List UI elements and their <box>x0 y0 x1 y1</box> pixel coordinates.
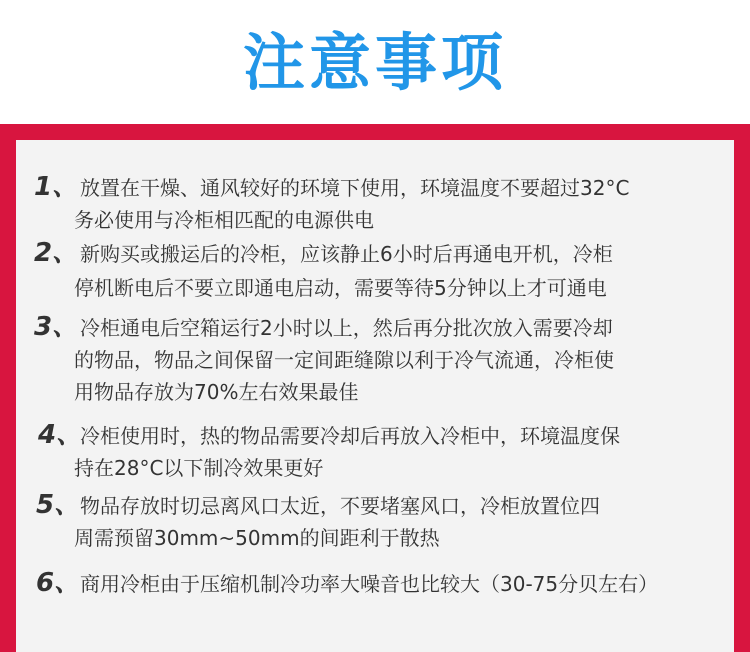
note-number: 4、 <box>38 420 83 450</box>
notes-panel <box>16 140 734 652</box>
note-line: 商用冷柜由于压缩机制冷功率大噪音也比较大（30-75分贝左右） <box>80 572 659 596</box>
note-line: 物品存放时切忌离风口太近，不要堵塞风口，冷柜放置位四 <box>80 494 600 518</box>
note-line: 用物品存放为70%左右效果最佳 <box>74 380 359 404</box>
note-line: 新购买或搬运后的冷柜，应该静止6小时后再通电开机，冷柜 <box>80 242 613 266</box>
note-line: 停机断电后不要立即通电启动，需要等待5分钟以上才可通电 <box>74 276 607 300</box>
note-line: 周需预留30mm~50mm的间距利于散热 <box>74 526 440 550</box>
note-line: 冷柜使用时，热的物品需要冷却后再放入冷柜中，环境温度保 <box>80 424 620 448</box>
note-number: 6、 <box>36 568 81 598</box>
page-title: 注意事项 <box>242 26 507 99</box>
note-number: 1、 <box>34 172 79 202</box>
note-line: 放置在干燥、通风较好的环境下使用，环境温度不要超过32°C <box>80 176 630 200</box>
note-number: 3、 <box>34 312 79 342</box>
note-number: 5、 <box>36 490 81 520</box>
note-number: 2、 <box>34 238 79 268</box>
note-line: 务必使用与冷柜相匹配的电源供电 <box>74 208 374 232</box>
note-line: 冷柜通电后空箱运行2小时以上，然后再分批次放入需要冷却 <box>80 316 613 340</box>
note-line: 持在28°C以下制冷效果更好 <box>74 456 324 480</box>
note-line: 的物品，物品之间保留一定间距缝隙以利于冷气流通，冷柜使 <box>74 348 614 372</box>
